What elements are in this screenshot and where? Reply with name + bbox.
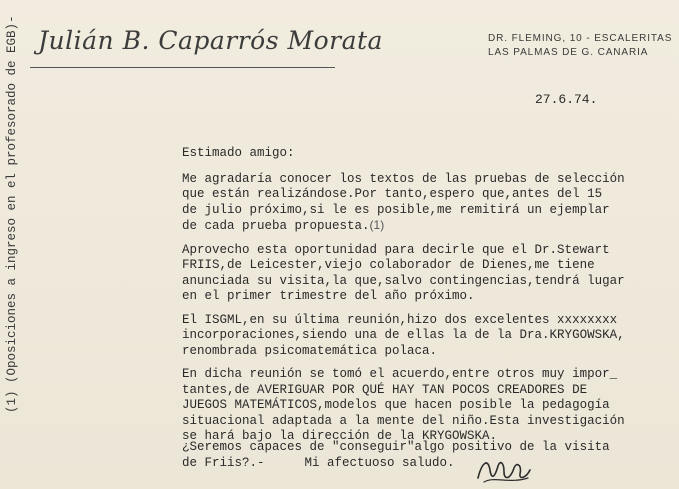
letterhead-underline (30, 67, 335, 68)
paragraph-2 (182, 243, 672, 305)
paragraph-4 (182, 367, 672, 445)
handwritten-signature (474, 452, 534, 486)
paragraph-line: en el primer trimestre del año próximo. (182, 289, 475, 303)
paragraph-line: JUEGOS MATEMÁTICOS,modelos que hacen posible la pedagogía (182, 398, 610, 412)
closing-line (182, 456, 672, 472)
closing-question-end: de Friis?.- (182, 455, 265, 470)
margin-note (4, 15, 44, 418)
paragraph-line: que están realizándose.Por tanto,espero que,antes del 15 (182, 187, 603, 201)
paragraph-1 (182, 172, 672, 235)
paragraph-line (182, 218, 672, 235)
paragraph-line: En dicha reunión se tomó el acuerdo,entre otros muy impor_ (182, 367, 618, 381)
farewell: Mi afectuoso saludo. (304, 455, 455, 470)
paragraph-line: renombrada psicomatemática polaca. (182, 343, 438, 358)
letterhead-address (488, 32, 672, 60)
address-line-2: LAS PALMAS DE G. CANARIA (488, 47, 649, 58)
paragraph-line: anunciada su visita,la que,salvo contingencias,tendrá lugar (182, 273, 625, 288)
paragraph-line: incorporaciones,siendo una de ellas la de la Dra.KRYGOWSKA, (182, 328, 625, 342)
paragraph-line: se hará bajo la dirección de la KRYGOWSKA. (182, 429, 498, 443)
letterhead-name: Julián B. Caparrós Morata (38, 26, 383, 55)
paragraph-line: Me agradaría conocer los textos de las pruebas de selección (182, 171, 625, 186)
letter-date: 27.6.74. (535, 92, 598, 107)
footnote-mark: (1) (369, 218, 385, 232)
paragraph-line: tantes,de AVERIGUAR POR QUÉ HAY TAN POCOS CREADORES DE (182, 382, 588, 397)
paragraph-line: Aprovecho esta oportunidad para decirle que el Dr.Stewart (182, 242, 610, 257)
paragraph-3 (182, 313, 672, 360)
margin-note-text: (1) (Oposiciones a ingreso en el profesorado de EGB)- (5, 15, 19, 413)
paragraph-line: de julio próximo,si le es posible,me remitirá un ejemplar (182, 202, 610, 217)
letter-closing (182, 440, 672, 471)
paragraph-line: situacional adaptada a la mente del niño.Esta investigación (182, 413, 625, 428)
closing-question: ¿Seremos capaces de "conseguir"algo positivo de la visita (182, 440, 610, 454)
letter-body (182, 146, 672, 453)
greeting: Estimado amigo: (182, 146, 295, 160)
address-line-1: DR. FLEMING, 10 - ESCALERITAS (488, 33, 673, 44)
paragraph-line: FRIIS,de Leicester,viejo colaborador de Dienes,me tiene (182, 258, 595, 272)
paragraph-line: El ISGML,en su última reunión,hizo dos excelentes xxxxxxxx (182, 312, 618, 327)
paragraph-line-text: de cada prueba propuesta. (182, 219, 370, 233)
